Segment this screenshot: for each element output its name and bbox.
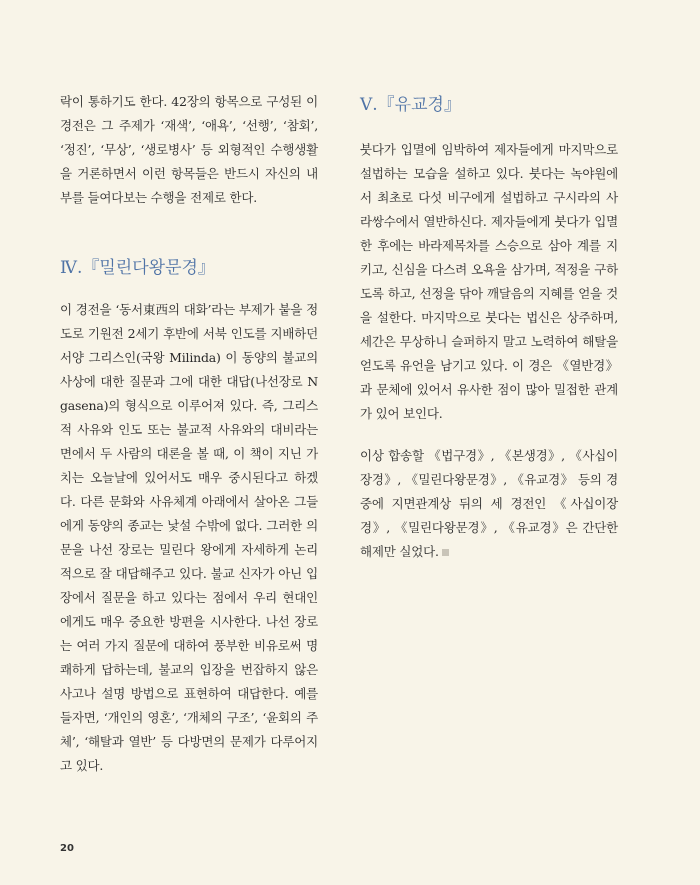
right-paragraph-2 xyxy=(360,444,618,564)
right-paragraph-2-text: 이상 합송할 《법구경》, 《본생경》, 《사십이장경》, 《밀린다왕문경》, 《유교경》 등의 경중에 지면관계상 뒤의 세 경전인 《사십이장경》, 《밀린다왕문경》, 《유교경》은 간단한 해제만 실었다. xyxy=(360,448,618,559)
page-number: 20 xyxy=(60,843,74,854)
left-paragraph-2: 이 경전을 ‘동서東西의 대화’라는 부제가 붙을 정도로 기원전 2세기 후반에 서북 인도를 지배하던 서양 그리스인(국왕 Milinda) 이 동양의 불교의 사상에 대한 질문과 그에 대한 대답(나선장로 N gasena)의 형식으로 이루어져 있다. 즉, 그리스적 사유와 인도 또는 불교적 사유와의 대비라는 면에서 두 사람의 대론을 볼 때, 이 책이 지닌 가치는 오늘날에 있어서도 매우 중시된다고 하겠다. 다른 문화와 사유체계 아래에서 살아온 그들에게 동양의 종교는 낯설 수밖에 없다. 그러한 의문을 나선 장로는 밀린다 왕에게 자세하게 논리적으로 잘 대답해주고 있다. 불교 신자가 아닌 입장에서 질문을 하고 있다는 점에서 우리 현대인에게도 매우 중요한 방편을 시사한다. 나선 장로는 여러 가지 질문에 대하여 풍부한 비유로써 명쾌하게 답하는데, 불교의 입장을 번잡하지 않은 사고나 설명 방법으로 표현하여 대답한다. 예를 들자면, ‘개인의 영혼’, ‘개체의 구조’, ‘윤회의 주체’, ‘해탈과 열반’ 등 다방면의 문제가 다루어지고 있다. xyxy=(60,302,318,773)
end-of-article-mark xyxy=(442,549,449,556)
left-paragraph-1: 락이 통하기도 한다. 42장의 항목으로 구성된 이 경전은 그 주제가 ‘재색’, ‘애욕’, ‘선행’, ‘참회’, ‘정진’, ‘무상’, ‘생로병사’ 등 외형적인 수행생활을 거론하면서 이런 항목들은 반드시 자신의 내부를 들여다보는 수행을 전제로 한다. xyxy=(60,94,318,205)
right-section-heading: Ⅴ.『유교경』 xyxy=(360,95,461,115)
right-paragraph-1: 붓다가 입멸에 임박하여 제자들에게 마지막으로 설법하는 모습을 설하고 있다. 붓다는 녹야원에서 최초로 다섯 비구에게 설법하고 구시라의 사라쌍수에서 열반하신다. 제자들에게 붓다가 입멸한 후에는 바라제목차를 스승으로 삼아 계를 지키고, 신심을 다스려 오욕을 삼가며, 적정을 구하도록 하고, 선정을 닦아 깨달음의 지혜를 얻을 것을 설한다. 마지막으로 붓다는 법신은 상주하며, 세간은 무상하니 슬퍼하지 말고 노력하여 해탈을 얻도록 유언을 남기고 있다. 이 경은 《열반경》과 문체에 있어서 유사한 점이 많아 밀접한 관계가 있어 보인다. xyxy=(360,142,618,421)
left-section-heading: Ⅳ.『밀린다왕문경』 xyxy=(60,258,215,278)
